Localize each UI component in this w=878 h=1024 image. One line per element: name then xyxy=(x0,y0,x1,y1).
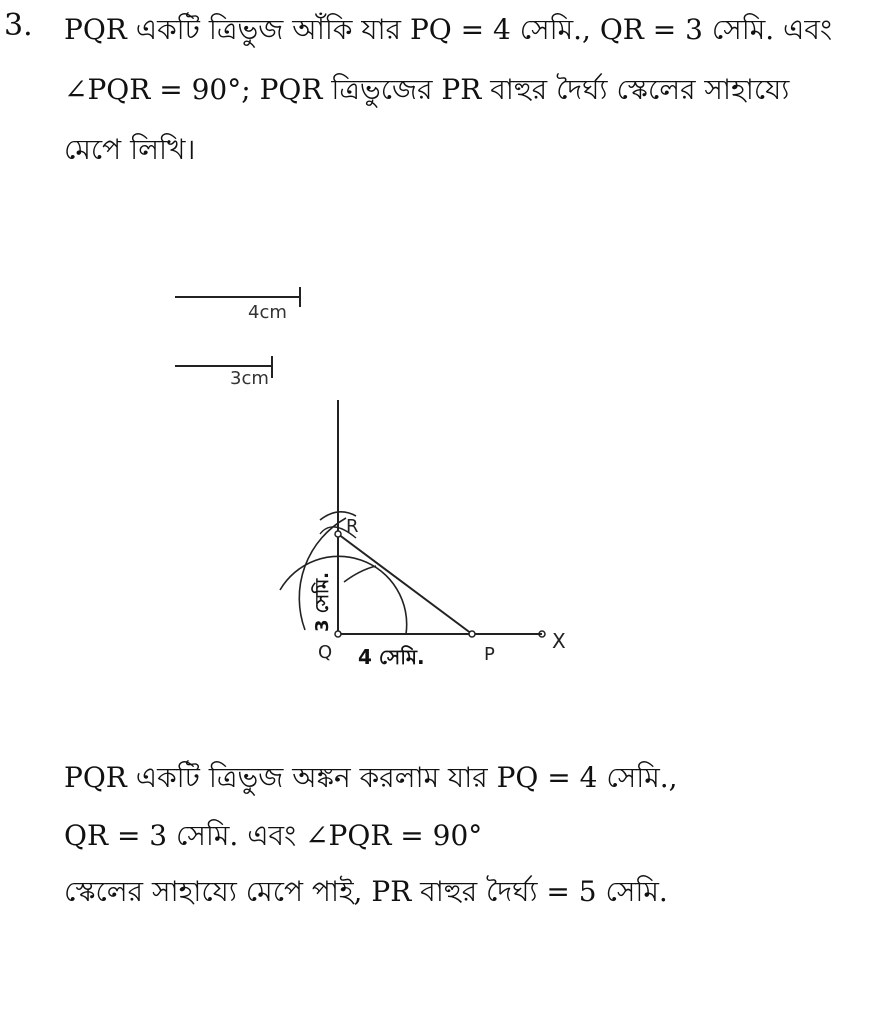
label-r: R xyxy=(346,516,359,537)
given-segment-4cm xyxy=(175,287,300,323)
point-p xyxy=(469,631,475,637)
point-q xyxy=(335,631,341,637)
label-qr-length: 3 সেমি. xyxy=(312,572,333,632)
question-text-line-1: PQR একটি ত্রিভুজ আঁকি যার PQ = 4 সেমি., QR = 3 সেমি. এবং xyxy=(64,13,832,46)
question-number: 3. xyxy=(4,8,33,43)
construction-figure xyxy=(0,270,878,690)
label-q: Q xyxy=(318,642,333,663)
segment-3cm-label: 3cm xyxy=(230,368,269,389)
segment-4cm-label: 4cm xyxy=(248,302,287,323)
label-pq-length: 4 সেমি. xyxy=(358,645,425,669)
point-r xyxy=(335,531,341,537)
label-p: P xyxy=(484,644,495,665)
label-x: X xyxy=(552,629,566,653)
hypotenuse-pr xyxy=(338,534,472,634)
given-segment-3cm xyxy=(175,356,272,389)
question-text-line-2: ∠PQR = 90°; PQR ত্রিভুজের PR বাহুর দৈর্ঘ্য স্কেলের সাহায্যে xyxy=(64,73,790,106)
answer-line-2: QR = 3 সেমি. এবং ∠PQR = 90° xyxy=(64,819,483,852)
answer-line-3: স্কেলের সাহায্যে মেপে পাই, PR বাহুর দৈর্ঘ্য = 5 সেমি. xyxy=(64,875,668,908)
answer-line-1: PQR একটি ত্রিভুজ অঙ্কন করলাম যার PQ = 4 সেমি., xyxy=(64,761,678,794)
question-text-line-3: মেপে লিখি। xyxy=(64,133,196,166)
construction-arc-intersect-2 xyxy=(344,566,376,582)
